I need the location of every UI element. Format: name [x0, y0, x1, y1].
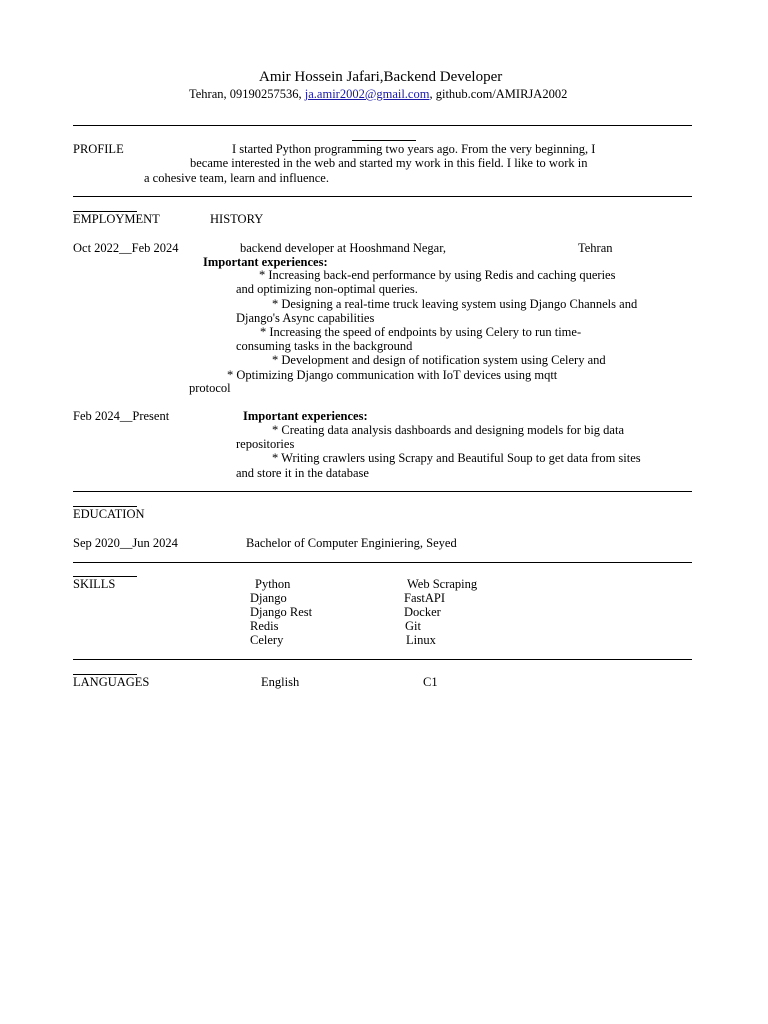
divider	[73, 562, 692, 563]
skill-item: Linux	[406, 633, 436, 647]
skill-item: Web Scraping	[407, 577, 478, 591]
languages-heading: LANGUAGES	[73, 675, 150, 689]
job-role: backend developer at Hooshmand Negar,	[240, 241, 447, 255]
experience-line: * Creating data analysis dashboards and designing models for big data	[272, 423, 625, 437]
contact-line	[189, 87, 567, 101]
experience-heading: Important experiences:	[243, 409, 368, 423]
experience-line: * Writing crawlers using Scrapy and Beautiful Soup to get data from sites	[272, 451, 641, 465]
employment-heading: EMPLOYMENT	[73, 212, 160, 226]
experience-line: * Increasing the speed of endpoints by using Celery to run time-	[260, 325, 582, 339]
experience-line: * Designing a real-time truck leaving system using Django Channels and	[272, 297, 638, 311]
experience-line: and optimizing non-optimal queries.	[236, 282, 418, 296]
experience-line: and store it in the database	[236, 466, 369, 480]
profile-line: a cohesive team, learn and influence.	[144, 171, 329, 185]
skills-heading: SKILLS	[73, 577, 116, 591]
skill-item: Django	[250, 591, 287, 605]
contact-prefix: Tehran, 09190257536,	[189, 87, 305, 101]
divider	[73, 491, 692, 492]
language-name: English	[261, 675, 300, 689]
experience-line: * Increasing back-end performance by using Redis and caching queries	[259, 268, 616, 282]
job-dates: Feb 2024__Present	[73, 409, 170, 423]
divider-short	[352, 140, 416, 141]
experience-line: protocol	[189, 381, 231, 395]
skill-item: Celery	[250, 633, 284, 647]
skill-item: FastAPI	[404, 591, 445, 605]
education-degree: Bachelor of Computer Enginiering, Seyed	[246, 536, 457, 550]
skill-item: Python	[255, 577, 291, 591]
email-link[interactable]: ja.amir2002@gmail.com	[304, 87, 430, 101]
contact-suffix: , github.com/AMIRJA2002	[429, 87, 568, 101]
education-heading: EDUCATION	[73, 507, 145, 521]
experience-line: repositories	[236, 437, 295, 451]
job-dates: Oct 2022__Feb 2024	[73, 241, 179, 255]
experience-line: * Optimizing Django communication with IoT devices using mqtt	[227, 368, 558, 382]
profile-line: became interested in the web and started my work in this field. I like to work in	[190, 156, 588, 170]
divider	[73, 196, 692, 197]
profile-line: I started Python programming two years ago. From the very beginning, I	[232, 142, 596, 156]
employment-heading-2: HISTORY	[210, 212, 264, 226]
education-dates: Sep 2020__Jun 2024	[73, 536, 178, 550]
experience-heading: Important experiences:	[203, 255, 328, 269]
skill-item: Redis	[250, 619, 279, 633]
skill-item: Docker	[404, 605, 441, 619]
divider	[73, 659, 692, 660]
name-title: Amir Hossein Jafari,Backend Developer	[259, 69, 503, 85]
experience-line: * Development and design of notification system using Celery and	[272, 353, 606, 367]
job-location: Tehran	[578, 241, 613, 255]
language-level: C1	[423, 675, 438, 689]
skill-item: Git	[405, 619, 421, 633]
divider	[73, 125, 692, 126]
skill-item: Django Rest	[250, 605, 313, 619]
experience-line: Django's Async capabilities	[236, 311, 375, 325]
profile-heading: PROFILE	[73, 142, 124, 156]
experience-line: consuming tasks in the background	[236, 339, 413, 353]
